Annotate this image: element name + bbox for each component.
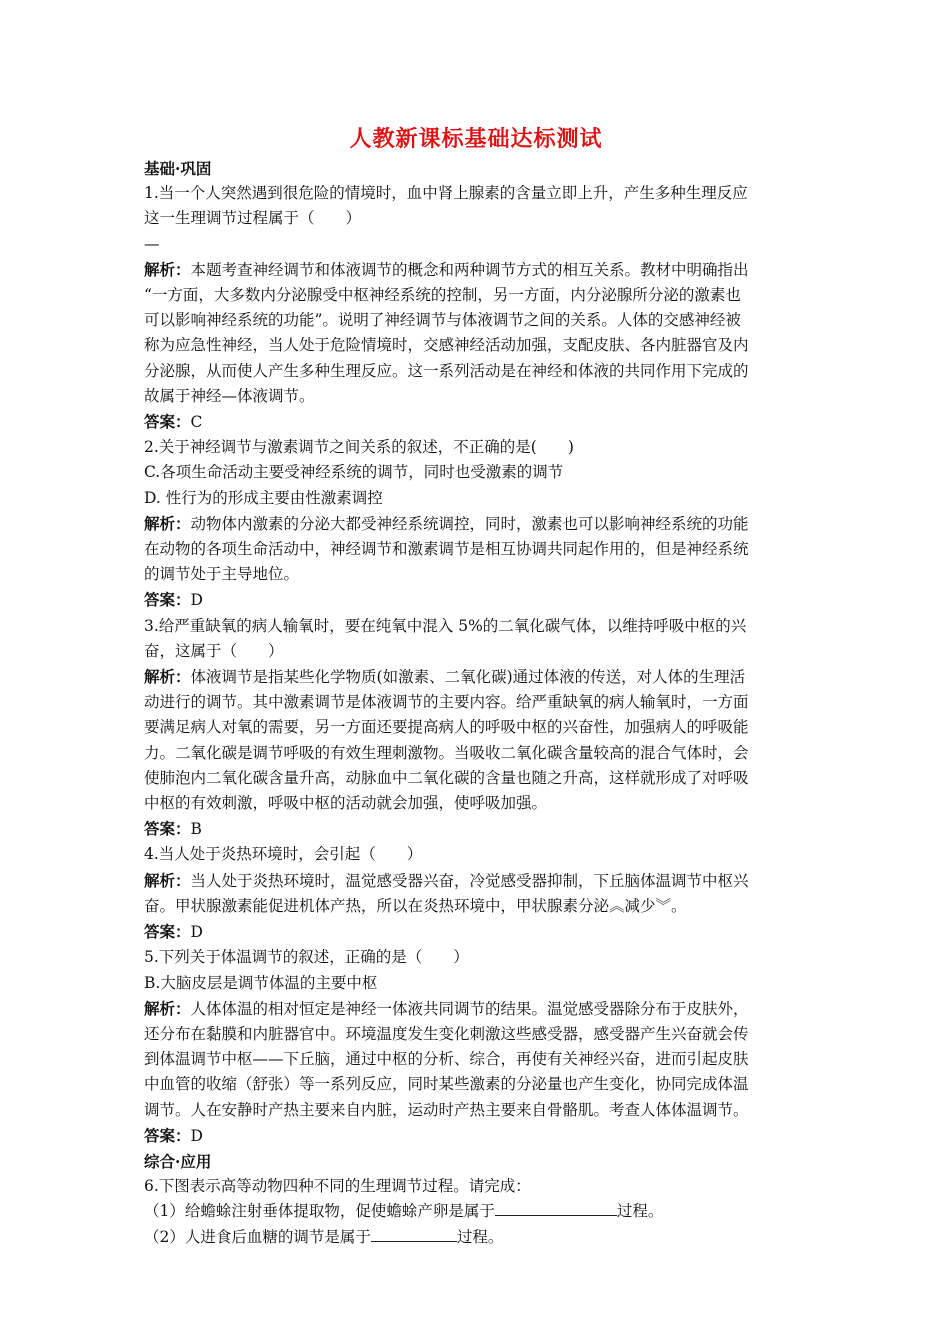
analysis-line: 还分布在黏膜和内脏器官中。环境温度发生变化刺激这些感受器，感受器产生兴奋就会传 [144,1024,749,1043]
analysis-label: 解析： [144,667,191,687]
analysis-line: 的调节处于主导地位。 [144,565,300,584]
analysis-line: 中枢的有效刺激，呼吸中枢的活动就会加强，使呼吸加强。 [144,794,548,813]
question-3-line: 3.给严重缺氧的病人输氧时，要在纯氧中混入 5%的二氧化碳气体，以维持呼吸中枢的兴 [144,616,747,635]
analysis-line: 解析：人体体温的相对恒定是神经一体液共同调节的结果。温觉感受器除分布于皮肤外， [144,998,749,1018]
section-heading: 基础·巩固 [144,159,212,178]
question-6-sub-1: （1）给蟾蜍注射垂体提取物，促使蟾蜍产卵是属于 过程。 [144,1202,664,1221]
answer-label: 答案： [144,412,191,432]
answer-label: 答案： [144,1125,191,1145]
answer-label: 答案： [144,922,191,942]
question-2-line: 2.关于神经调节与激素调节之间关系的叙述，不正确的是( ) [144,438,574,457]
analysis-line: 要满足病人对氧的需要，另一方面还要提高病人的呼吸中枢的兴奋性，加强病人的呼吸能 [144,718,749,737]
analysis-line: 到体温调节中枢——下丘脑，通过中枢的分析、综合，再使有关神经兴奋，进而引起皮肤 [144,1050,749,1069]
analysis-line: 解析：当人处于炎热环境时，温觉感受器兴奋，冷觉感受器抑制，下丘脑体温调节中枢兴 [144,870,749,890]
analysis-line: 解析：动物体内激素的分泌大都受神经系统调控，同时，激素也可以影响神经系统的功能 [144,513,749,533]
analysis-line: 解析：体液调节是指某些化学物质(如激素、二氧化碳)通过体液的传送，对人体的生理活 [144,667,746,687]
question-4-line: 4.当人处于炎热环境时，会引起（ ） [144,845,423,864]
analysis-line: 分泌腺，从而使人产生多种生理反应。这一系列活动是在神经和体液的共同作用下完成的 [144,361,749,380]
analysis-line: “一方面，大多数内分泌腺受中枢神经系统的控制，另一方面，内分泌腺所分泌的激素也 [144,286,741,305]
answer-line [144,1123,808,1149]
question-6-line: 6.下图表示高等动物四种不同的生理调节过程。请完成： [144,1177,531,1196]
analysis-line: 奋。甲状腺激素能促进机体产热，所以在炎热环境中，甲状腺素分泌︽减少︾。 [144,896,687,915]
question-6-sub-2: （2）人进食后血糖的调节是属于 过程。 [144,1227,504,1246]
answer-value: D [190,1126,203,1145]
analysis-line: 解析：本题考查神经调节和体液调节的概念和两种调节方式的相互关系。教材中明确指出 [144,259,749,279]
analysis-line: 可以影响神经系统的功能”。说明了神经调节与体液调节之间的关系。人体的交感神经被 [144,311,741,330]
question-1-line: 1.当一个人突然遇到很危险的情境时，血中肾上腺素的含量立即上升，产生多种生理反应 [144,184,748,203]
question-3-line: 奋，这属于（ ） [144,641,284,660]
fill-blank[interactable] [495,1200,617,1216]
analysis-line: 调节。人在安静时产热主要来自内脏，运动时产热主要来自骨骼肌。考查人体体温调节。 [144,1100,749,1119]
fill-blank[interactable] [371,1226,457,1242]
analysis-label: 解析： [144,513,191,533]
option-b: B.大脑皮层是调节体温的主要中枢 [144,973,378,992]
analysis-label: 解析： [144,870,191,890]
answer-line [144,409,808,435]
question-1-dash: — [144,234,160,253]
analysis-label: 解析： [144,998,191,1018]
analysis-line: 在动物的各项生命活动中，神经调节和激素调节是相互协调共同起作用的，但是神经系统 [144,540,749,559]
analysis-line: 力。二氧化碳是调节呼吸的有效生理刺激物。当吸收二氧化碳含量较高的混合气体时，会 [144,743,749,762]
answer-value: D [190,923,203,942]
analysis-line: 使肺泡内二氧化碳含量升高，动脉血中二氧化碳的含量也随之升高，这样就形成了对呼吸 [144,768,749,787]
section-heading: 综合·应用 [144,1151,212,1171]
option-c: C.各项生命活动主要受神经系统的调节，同时也受激素的调节 [144,463,564,482]
page-title: 人教新课标基础达标测试 [349,126,603,152]
question-5-line: 5.下列关于体温调节的叙述，正确的是（ ） [144,948,469,967]
analysis-line: 中血管的收缩（舒张）等一系列反应，同时某些激素的分泌量也产生变化，协同完成体温 [144,1075,749,1094]
option-d: D. 性行为的形成主要由性激素调控 [144,488,383,507]
answer-line [144,816,808,842]
answer-line [144,587,808,613]
answer-value: D [190,591,203,610]
answer-value: C [190,413,203,432]
analysis-line: 称为应急性神经，当人处于危险情境时，交感神经活动加强，支配皮肤、各内脏器官及内 [144,336,749,355]
document-page [144,124,808,1250]
answer-line [144,919,808,945]
answer-value: B [190,820,202,839]
analysis-line: 动进行的调节。其中激素调节是体液调节的主要内容。给严重缺氧的病人输氧时，一方面 [144,693,749,712]
question-1-line: 这一生理调节过程属于（ ） [144,209,362,228]
analysis-line: 故属于神经—体液调节。 [144,386,315,405]
answer-label: 答案： [144,590,191,610]
answer-label: 答案： [144,819,191,839]
analysis-label: 解析： [144,259,191,279]
